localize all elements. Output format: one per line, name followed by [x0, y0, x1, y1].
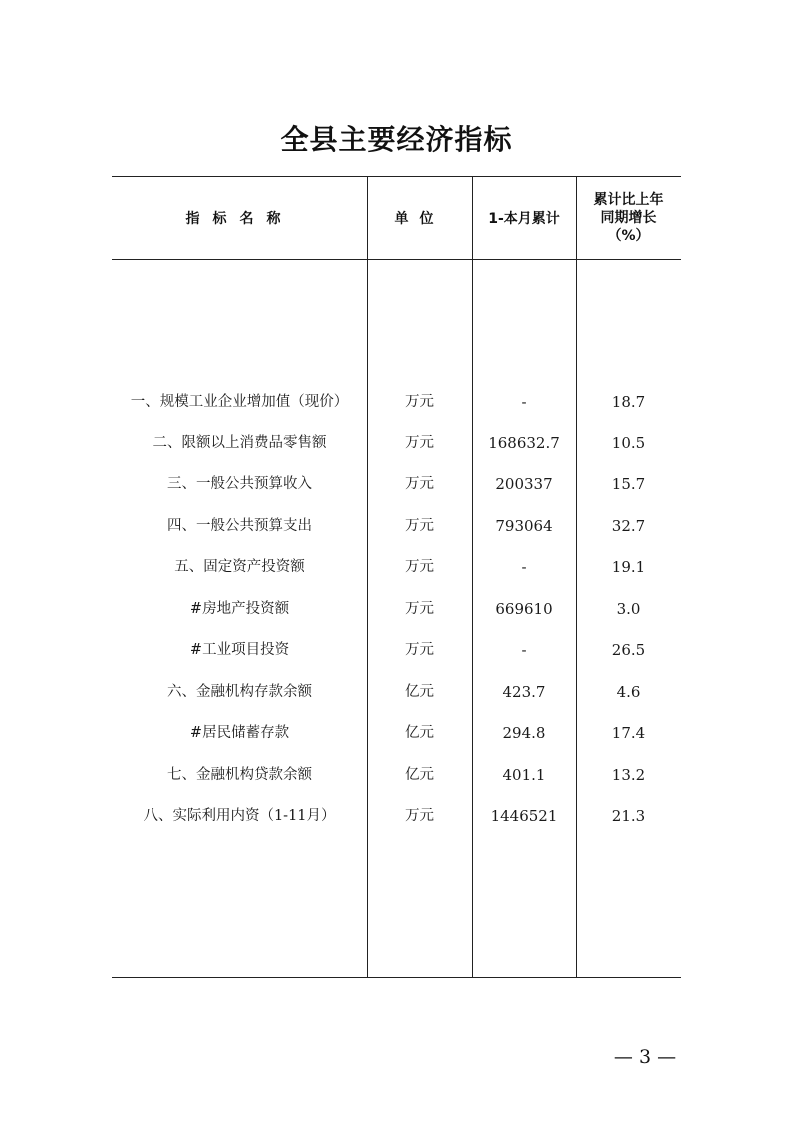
indicator-growth: 13.2 — [611, 766, 646, 784]
table-row — [112, 429, 681, 457]
indicator-growth: 32.7 — [611, 517, 646, 535]
indicator-name: 八、实际利用内资（1-11月） — [143, 808, 336, 824]
indicator-growth: 19.1 — [611, 558, 646, 576]
indicator-name: #工业项目投资 — [189, 642, 290, 658]
indicator-growth: 26.5 — [611, 641, 646, 659]
table-row — [112, 802, 681, 830]
indicator-name: 三、一般公共预算收入 — [167, 476, 312, 492]
indicator-unit: 亿元 — [405, 725, 434, 741]
header-growth-line: 累计比上年 — [593, 191, 664, 208]
indicator-growth: 17.4 — [611, 724, 646, 742]
header-unit: 单位 — [394, 210, 445, 227]
table-row — [112, 595, 681, 623]
indicator-value: - — [521, 641, 527, 659]
indicator-name: 六、金融机构存款余额 — [167, 684, 312, 700]
table-row — [112, 512, 681, 540]
header-cumulative: 1-本月累计 — [488, 210, 560, 227]
indicator-unit: 万元 — [405, 435, 434, 451]
indicator-name: 七、金融机构贷款余额 — [167, 767, 312, 783]
indicator-name: 五、固定资产投资额 — [174, 559, 305, 575]
indicator-unit: 万元 — [405, 601, 434, 617]
indicator-value: 168632.7 — [488, 434, 560, 452]
header-growth-line: （%） — [607, 227, 650, 244]
header-growth-line: 同期增长 — [600, 209, 657, 226]
indicator-unit: 万元 — [405, 394, 434, 410]
table-row — [112, 719, 681, 747]
header-growth — [576, 176, 681, 259]
indicator-growth: 15.7 — [611, 475, 646, 493]
indicator-unit: 万元 — [405, 642, 434, 658]
indicator-value: 401.1 — [502, 766, 546, 784]
table-bottom-rule — [112, 977, 681, 978]
indicator-value: 200337 — [495, 475, 553, 493]
indicator-unit: 万元 — [405, 808, 434, 824]
table-row — [112, 636, 681, 664]
indicator-value: - — [521, 558, 527, 576]
indicator-growth: 3.0 — [616, 600, 641, 618]
table-row — [112, 388, 681, 416]
indicator-unit: 亿元 — [405, 767, 434, 783]
header-indicator-name: 指标名称 — [185, 210, 294, 227]
indicator-value: 294.8 — [502, 724, 546, 742]
indicator-value: 423.7 — [502, 683, 546, 701]
indicator-value: 1446521 — [490, 807, 558, 825]
indicator-unit: 万元 — [405, 518, 434, 534]
table-header-rule — [112, 259, 681, 260]
indicator-growth: 18.7 — [611, 393, 646, 411]
indicator-growth: 10.5 — [611, 434, 646, 452]
indicator-name: #居民储蓄存款 — [189, 725, 290, 741]
indicator-growth: 21.3 — [611, 807, 646, 825]
indicator-unit: 亿元 — [405, 684, 434, 700]
page-title: 全县主要经济指标 — [280, 123, 513, 156]
indicator-value: - — [521, 393, 527, 411]
table-row — [112, 761, 681, 789]
indicator-growth: 4.6 — [616, 683, 641, 701]
table-row — [112, 678, 681, 706]
table-row — [112, 470, 681, 498]
indicator-unit: 万元 — [405, 559, 434, 575]
indicator-name: 二、限额以上消费品零售额 — [152, 435, 327, 451]
indicator-name: #房地产投资额 — [189, 601, 290, 617]
indicator-value: 669610 — [495, 600, 553, 618]
page-number: — 3 — — [613, 1046, 677, 1068]
indicator-name: 一、规模工业企业增加值（现价） — [130, 394, 349, 410]
indicator-unit: 万元 — [405, 476, 434, 492]
indicator-name: 四、一般公共预算支出 — [167, 518, 312, 534]
table-row — [112, 553, 681, 581]
indicator-value: 793064 — [495, 517, 553, 535]
